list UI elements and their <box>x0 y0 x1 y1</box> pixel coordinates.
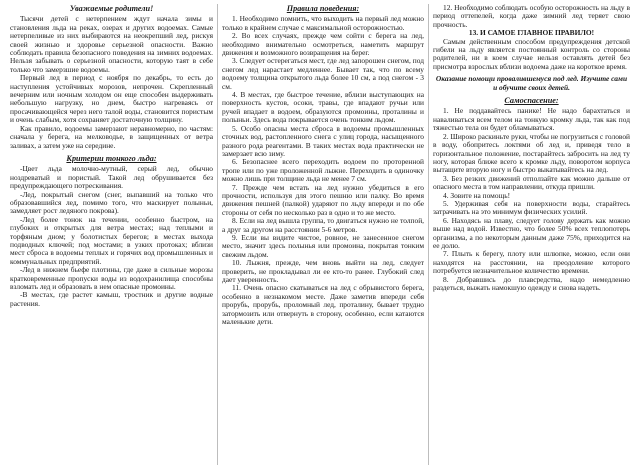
self-rescue-item: 6. Находясь на плаву, следует голову держать как можно выше над водой. Известно, что более 50% всех теплопотерь организма, а по некоторым данным даже 75%, приходится на ее долю. <box>433 215 630 250</box>
self-rescue-title: Самоспасение: <box>504 96 559 106</box>
help-title: Оказание помощи провалившемуся под лед. Изучите сами и обучите своих детей. <box>435 74 628 92</box>
self-rescue-item: 8. Добравшись до плавсредства, надо немедленно раздеться, выжать намокшую одежду и снова надеть. <box>433 274 630 292</box>
rule-item: 5. Особо опасны места сброса в водоемы промышленных сточных вод, растопленного снега с улиц города, насыщенного разного рода реагентами. В таких местах вода практически не замерзает всю зиму. <box>222 123 424 158</box>
rule-item: 7. Прежде чем встать на лед нужно убедиться в его прочности, используя для этого пешню или палку. Во время движения пешней (палкой) ударяют по льду впереди и по обе стороны от себя по несколько раз в одно и то же место. <box>222 182 424 217</box>
self-rescue-item: 1. Не поддавайтесь панике! Не надо барахтаться и наваливаться всем телом на тонкую кромку льда, так как под тяжестью тела он будет обламываться. <box>433 106 630 133</box>
rule-item: 3. Следует остерегаться мест, где лед запорошен снегом, под снегом лед нарастает медленнее. Бывает так, что по всему водоему толщина открытого льда более 10 см, а под снегом - 3 см. <box>222 56 424 91</box>
criteria-item: -В местах, где растет камыш, тростник и другие водные растения. <box>10 290 213 308</box>
rule-item: 4. В местах, где быстрое течение, вблизи выступающих на поверхность кустов, осоки, травы, где впадают ручьи или ручей впадает в водоем, образуются промоины, проталины и полыньи. Здесь вода покрывается очень тонким льдом. <box>222 90 424 125</box>
rule-item: 10. Лыжня, прежде, чем вновь выйти на лед, следует проверить, не прокладывал ли ее кто-то ранее. Глубокий след дает уверенность. <box>222 258 424 284</box>
intro-paragraph: Тысячи детей с нетерпением ждут начала зимы и становления льда на реках, озерах и других водоемах. Самые нетерпеливые из них выбираются на неокрепший лед, рискуя своей жизнью и здоровье серьезной опасности. Важно соблюдать правила безопасного поведения на зимних водоемах. Нельзя забывать о серьезной опасности, которую таят в себе только что замерзшие водоемы. <box>10 14 213 74</box>
rule-item: 6. Безопаснее всего переходить водоем по проторенной тропе или по уже проложенной лыжне. Переходить в одиночку можно лишь при толщине льда не менее 7 см. <box>222 157 424 184</box>
self-rescue-item: 3. Без резких движений отползайте как можно дальше от опасного места в том направлении, откуда пришли. <box>433 173 630 192</box>
parents-title: Уважаемые родители! <box>69 4 154 13</box>
main-rule-text: Самым действенным способом предупреждения детской гибели на льду является постоянный контроль со стороны родителей, ни в коем случае нельзя оставлять детей без присмотра взрослых вблизи водоема даже на короткое время. <box>433 36 630 71</box>
criteria-title: Критерии тонкого льда: <box>66 153 157 163</box>
criteria-item: -Лед более тонок на течении, особенно быстром, на глубоких и открытых для ветра местах; над теплыми и торфяным дном; у болотистых берегов; в местах выхода подводных ключей; под мостами; в узких протоках; вблизи мест сброса в водоемы теплых и горячих вод промышленных и коммунальных предприятий. <box>10 214 213 266</box>
rule-item: 11. Очень опасно скатываться на лед с обрывистого берега, особенно в незнакомом месте. Даже заметив впереди себя прорубь, прорубь, проломный лед, проталину, бывает трудно затормозить или отвернуть в сторону, особенно, если катаются маленькие дети. <box>222 283 424 327</box>
rule-item: 8. Если на лед вышла группа, то двигаться нужно не толпой, а друг за другом на расстоянии 5-6 метров. <box>222 216 424 234</box>
self-rescue-item: 7. Плыть к берегу, плоту или шлюпке, можно, если они находятся на расстоянии, на преодоление которого потребуется незначительное количество времени. <box>433 249 630 276</box>
rule-item: 9. Если вы видите чистое, ровное, не занесенное снегом место, значит здесь полынья или промоина, покрытая тонким свежим льдом. <box>222 232 424 259</box>
intro-paragraph: Первый лед в период с ноября по декабрь, то есть до наступления устойчивых морозов, непрочен. Скрепленный вечерним или ночным холодом он еще способен выдерживать небольшую нагрузку, но днем, быстро нагреваясь от просачивающейся через него талой воды, становится пористым и очень слабым, хотя сохраняет достаточную толщину. <box>10 73 213 125</box>
column-1 <box>6 4 217 465</box>
rule-item: 2. Во всех случаях, прежде чем сойти с берега на лед, необходимо внимательно осмотреться, наметить маршрут движения и возможного возвращения на берег. <box>222 31 424 58</box>
criteria-item: -Лед, покрытый снегом (снег, выпавший на только что образовавшийся лед, помимо того, что маскирует полыньи, замедляет рост ледяного покрова). <box>10 189 213 216</box>
column-3 <box>428 4 634 465</box>
rule-item: 12. Необходимо соблюдать особую осторожность на льду в период оттепелей, когда даже зимний лед теряет свою прочность. <box>433 4 630 29</box>
rules-title: Правила поведения: <box>286 4 360 13</box>
column-2 <box>217 4 428 465</box>
intro-paragraph: Как правило, водоемы замерзают неравномерно, по частям: сначала у берега, на мелководье, в защищенных от ветра заливах, а затем уже на середине. <box>10 123 213 150</box>
self-rescue-item: 2. Широко раскиньте руки, чтобы не погрузиться с головой в воду, обопритесь локтями об лед и, приведя тело в горизонтальное положение, постарайтесь забросить на лед ту ногу, которая ближе всего к кромке льду, поворотом корпуса вытащите вторую ногу и быстро выкатывайтесь на лед. <box>433 131 630 175</box>
criteria-item: -Цвет льда молочно-мутный, серый лед, обычно ноздреватый и пористый. Такой лед обрушивается без предупреждающего потрескивания. <box>10 164 213 191</box>
self-rescue-item: 5. Удерживая себя на поверхности воды, старайтесь затрачивать на это минимум физических усилий. <box>433 198 630 217</box>
main-rule-title: 13. И САМОЕ ГЛАВНОЕ ПРАВИЛО! <box>468 28 595 38</box>
criteria-item: -Лед в нижнем бьефе плотины, где даже в сильные морозы кратковременные пропуски воды из водохранилища способны взломать лед и образовать в нем опасные промоины. <box>10 265 213 291</box>
self-rescue-item: 4. Зовите на помощь! <box>443 190 511 200</box>
rule-item: 1. Необходимо помнить, что выходить на первый лед можно только в крайнем случае с максимальной осторожностью. <box>222 14 424 32</box>
